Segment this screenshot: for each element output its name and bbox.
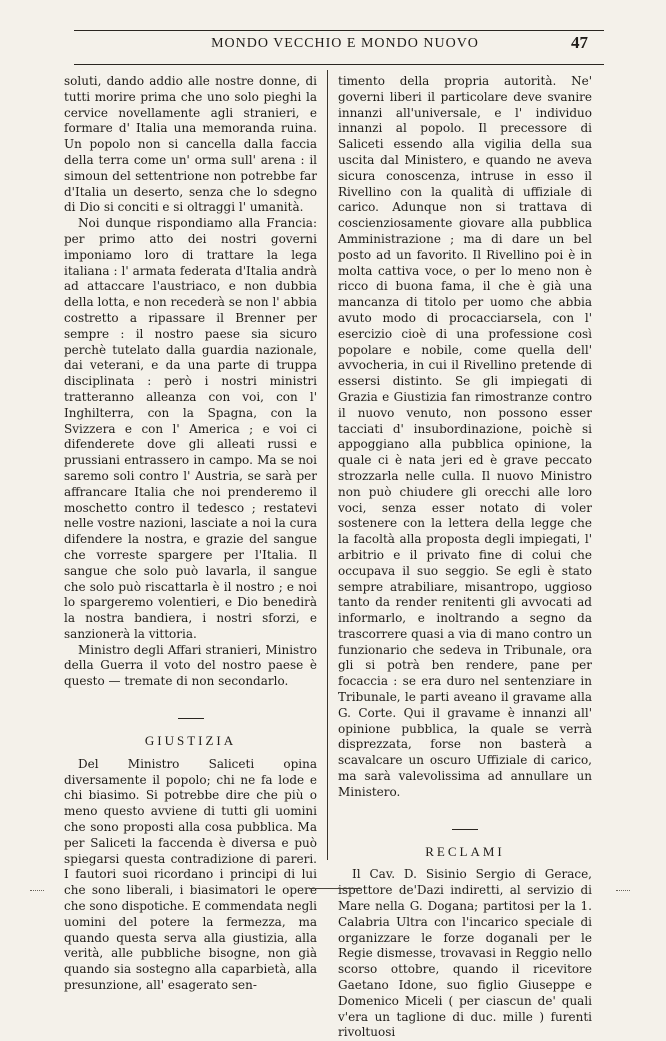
footer-mark [616,890,630,891]
column-divider [327,70,328,860]
footer-ornament [310,888,360,889]
section-separator [452,829,478,830]
paragraph: Il Cav. D. Sisinio Sergio di Gerace, ispettore de'Dazi indiretti, al servizio di Mare nella G. Dogana; partitosi per la 1. Calabria Ultra con l'incarico speciale di organizzare le forze doganali per le Regie dismesse, trovavasi in Reggio nello scorso ottobre, quando il ricevitore Gaetano Idone, suo figlio Giuseppe e Domenico Miceli ( per ciascun de' quali v'era un taglione di duc. mille ) furenti rivoltuosi [338,867,592,1040]
paragraph: soluti, dando addio alle nostre donne, di tutti morire prima che uno solo pieghi la cervice novellamente agli stranieri, e formare d' Italia una memoranda ruina. Un popolo non si cancella dalla faccia della terra come un' orma sull' arena : il simoun del settentrione non potrebbe far d'Italia un deserto, senza che lo sdegno di Dio si conciti e si oltraggi l' umanità. [64,74,317,215]
header-rule-bottom [74,64,604,65]
paragraph: Del Ministro Saliceti opina diversamente il popolo; chi ne fa lode e chi biasimo. Si potrebbe dire che più o meno questo avviene di tutti gli uomini che sono proposti alla cosa pubblica. Ma per Saliceti la faccenda è diversa e può spiegarsi questa contradizione di pareri. I fautori suoi ricordano i principi di lui che sono liberali, i biasimatori le opere che sono dispotiche. E commendata negli uomini del potere la fermezza, ma quando questa serva alla giustizia, alla verità, alle pubbliche bisogne, non già quando sia sostegno alla caparbietà, alla presunzione, all' esagerato sen- [64,756,317,993]
paragraph: Ministro degli Affari stranieri, Ministro della Guerra il voto del nostro paese è questo — tremate di non secondarlo. [64,642,317,689]
section-separator [178,718,204,719]
page-number: 47 [571,33,588,52]
paragraph: timento della propria autorità. Ne' governi liberi il particolare deve svanire innanzi all'universale, e l' individuo innanzi al popolo. Il precessore di Saliceti essendo alla vigilia della sua uscita dal Ministero, e quando ne aveva sicura conoscenza, intruse in esso il Rivellino con la qualità di uffiziale di carico. Adunque non si trattava di coscienziosamente giovare alla pubblica Amministrazione ; ma di dare un bel posto ad un favorito. Il Rivellino poi è in molta cattiva voce, o per lo meno non è ricco di buona fama, il che è già una mancanza di titolo per uomo che abbia avuto modo di procacciarsela, con l' esercizio cioè di una professione così popolare e nobile, come quella dell' avvocheria, in cui il Rivellino pretende di essersi distinto. Se gli impiegati di Grazia e Giustizia fan rimostranze contro il nuovo venuto, non possono esser tacciati d' insubordinazione, poichè si appoggiano alla pubblica opinione, la quale ci è nata jeri ed è grave peccato strozzarla nelle culla. Il nuovo Ministro non può chiudere gli orecchi alle loro voci, senza esser notato di voler sostenere con la lettera della legge che la facoltà alla proposta degli impiegati, l' arbitrio e il privato fine di colui che occupava il suo seggio. Se egli è stato sempre atrabiliare, misantropo, uggioso tanto da render renitenti gli avvocati ad informarlo, e inoltrando a segno da trascorrere quasi a via di mano contro un funzionario che sedeva in Tribunale, ora gli si potrà ben rendere, pane per focaccia : se era duro nel sentenziare in Tribunale, le parti aveano il gravame alla G. Corte. Qui il gravame è innanzi all' opinione pubblica, la quale se verrà disprezzata, forse non basterà a scavalcare un oscuro Uffiziale di carico, ma sarà valevolissima ad annullare un Ministero. [338,74,592,799]
section-title-reclami: RECLAMI [425,843,505,859]
right-column [338,74,592,1041]
left-column [64,74,317,994]
header-rule-top [74,30,604,31]
section-title-giustizia: GIUSTIZIA [144,733,237,749]
running-header: MONDO VECCHIO E MONDO NUOVO [211,36,479,51]
paragraph: Noi dunque rispondiamo alla Francia: per primo atto dei nostri governi imponiamo loro di trattare la lega italiana : l' armata federata d'Italia andrà ad attaccare l'austriaco, e non dubbia della lotta, e non recederà se non l' abbia costretto a ripassare il Brenner per sempre : il nostro paese sia sicuro perchè tutelato dalla guardia nazionale, dai veterani, e da una parte di truppa disciplinata : però i nostri ministri tratteranno alleanza con voi, con l' Inghilterra, con la Spagna, con la Svizzera e con l' America ; e voi ci difenderete dove gli alleati russi e prussiani entrassero in campo. Ma se noi saremo soli contro l' Austria, se sarà per affrancare Italia che noi prenderemo il moschetto contro il tedesco ; restatevi nelle vostre nazioni, lasciate a noi la cura difendere la nostra, e grazie del sangue che vorreste spargere per l'Italia. Il sangue che solo può lavarla, il sangue che solo può riscattarla è il nostro ; e noi lo spargeremo volentieri, e Dio benedirà la nostra bandiera, i nostri sforzi, e sanzionerà la vittoria. [64,216,317,641]
footer-mark [30,890,44,891]
